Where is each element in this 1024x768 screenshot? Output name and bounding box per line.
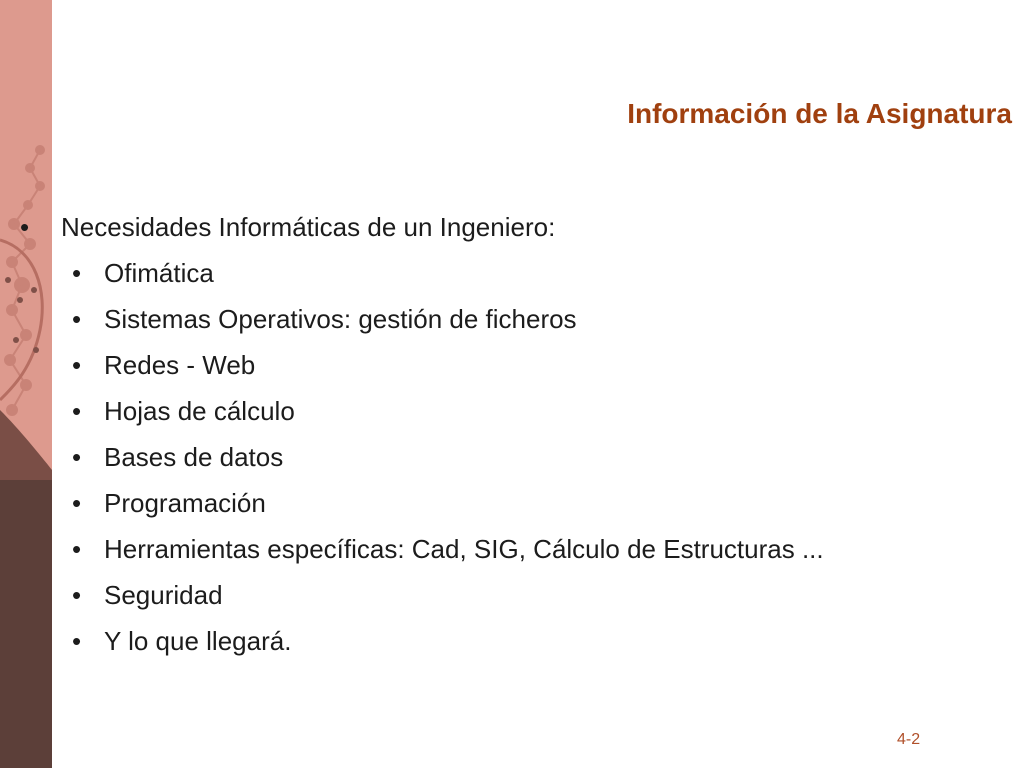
sub-bullet-marker: • <box>72 626 82 656</box>
sub-bullet-text: Hojas de cálculo <box>104 396 295 426</box>
sub-bullet-marker: • <box>72 304 82 334</box>
sub-bullet-marker: • <box>72 350 82 380</box>
sub-bullet-marker: • <box>72 488 82 518</box>
sub-bullet-text: Ofimática <box>104 258 214 288</box>
sub-bullet-marker: • <box>72 396 82 426</box>
sub-bullet-text: Y lo que llegará. <box>104 626 292 656</box>
bullet-marker: • <box>20 212 30 242</box>
sub-bullet-text: Seguridad <box>104 580 223 610</box>
sub-bullet-marker: • <box>72 580 82 610</box>
sub-bullet-text: Programación <box>104 488 266 518</box>
sub-bullet-item <box>0 434 1000 480</box>
sub-bullet-item <box>0 526 1000 572</box>
sub-bullet-text: Sistemas Operativos: gestión de ficheros <box>104 304 577 334</box>
bullet-list <box>0 204 1000 664</box>
sub-bullet-item <box>0 388 1000 434</box>
sub-bullet-marker: • <box>72 534 82 564</box>
main-bullet-item <box>0 204 1000 250</box>
sub-bullet-item <box>0 480 1000 526</box>
sub-bullet-text: Redes - Web <box>104 350 256 380</box>
sub-bullet-text: Bases de datos <box>104 442 284 472</box>
page-number: 4-2 <box>897 731 921 748</box>
main-bullet-text: Necesidades Informáticas de un Ingeniero: <box>61 212 556 242</box>
sub-bullet-marker: • <box>72 258 82 288</box>
sub-bullet-item <box>0 296 1000 342</box>
sub-bullet-text: Herramientas específicas: Cad, SIG, Cálculo de Estructuras ... <box>104 534 824 564</box>
sub-bullet-item <box>0 342 1000 388</box>
sub-bullet-item <box>0 572 1000 618</box>
sub-bullet-item <box>0 250 1000 296</box>
sub-bullet-item <box>0 618 1000 664</box>
sub-bullet-marker: • <box>72 442 82 472</box>
slide-title: Información de la Asignatura <box>627 98 1012 129</box>
